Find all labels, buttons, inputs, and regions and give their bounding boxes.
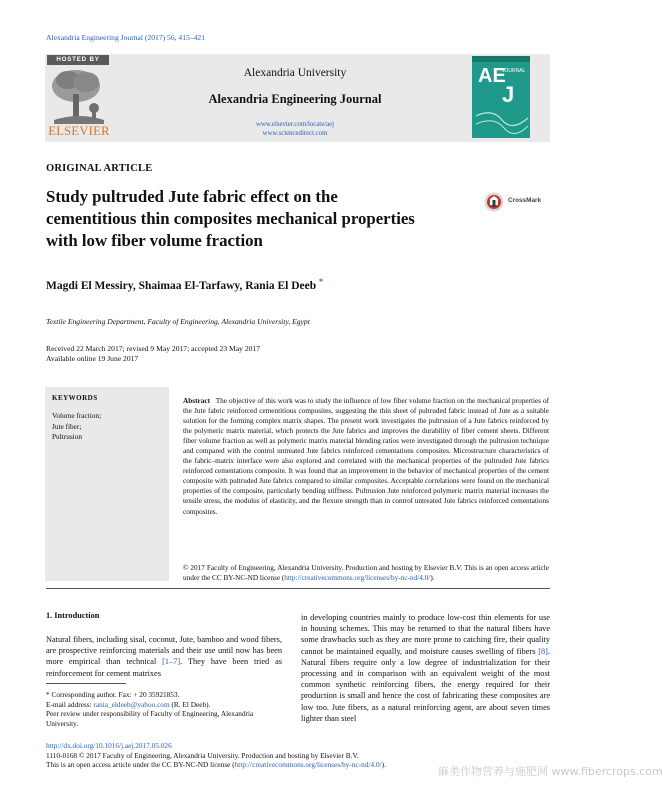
copyright-suffix: ). bbox=[430, 574, 435, 582]
journal-cover-image bbox=[472, 56, 530, 138]
authors-text: Magdi El Messiry, Shaimaa El-Tarfawy, Rania El Deeb bbox=[46, 279, 317, 292]
svg-text:AE: AE bbox=[478, 65, 506, 87]
crossmark-icon[interactable] bbox=[484, 191, 504, 213]
peer-review-note: Peer review under responsibility of Faculty of Engineering, Alexandria University. bbox=[46, 709, 254, 728]
journal-citation: Alexandria Engineering Journal (2017) 56, 415–421 bbox=[46, 33, 206, 42]
article-dates bbox=[46, 344, 260, 364]
keyword: Pultrusion bbox=[52, 432, 83, 441]
title-line: cementitious thin composites mechanical properties bbox=[46, 209, 415, 228]
section-divider bbox=[46, 588, 550, 589]
doi-link[interactable]: http://dx.doi.org/10.1016/j.aej.2017.05.026 bbox=[46, 741, 172, 750]
license-text: This is an open access article under the CC BY-NC-ND license ( bbox=[46, 760, 235, 770]
footnote-divider bbox=[46, 683, 126, 684]
article-type: ORIGINAL ARTICLE bbox=[46, 163, 153, 174]
journal-name: Alexandria Engineering Journal bbox=[208, 92, 382, 106]
email-suffix: (R. El Deeb). bbox=[169, 699, 211, 709]
paragraph-text: in developing countries mainly to produce low-cost thin elements for use in housing schemes. This may be returned to that the natural fibers have some drawbacks such as they are more prone to catching fire, their quality cannot be maintained equally, and moisture causes swelling of fibers bbox=[301, 613, 550, 656]
license-link[interactable]: http://creativecommons.org/licenses/by-nc-nd/4.0/ bbox=[234, 760, 382, 770]
citation-link[interactable]: [1–7] bbox=[162, 657, 181, 667]
site-watermark: 麻类作物营养与施肥网 www.fibercrops.com bbox=[438, 765, 663, 778]
journal-url-sciencedirect[interactable]: www.sciencedirect.com bbox=[262, 130, 328, 137]
intro-right-column bbox=[301, 612, 550, 724]
journal-url-elsevier[interactable]: www.elsevier.com/locate/aej bbox=[255, 121, 335, 128]
corresponding-author-note: * Corresponding author. Fax: + 20 35921853. bbox=[46, 690, 180, 699]
email-link[interactable]: rania_eldeeb@yahoo.com bbox=[93, 699, 170, 709]
abstract-copyright bbox=[183, 563, 549, 583]
elsevier-logo-text: ELSEVIER bbox=[48, 124, 110, 138]
author-list bbox=[46, 277, 323, 292]
footnotes bbox=[46, 690, 286, 728]
university-name: Alexandria University bbox=[243, 67, 347, 79]
corresponding-author-mark[interactable]: * bbox=[319, 277, 324, 286]
section-heading-introduction: 1. Introduction bbox=[46, 611, 100, 620]
abstract-label: Abstract bbox=[183, 397, 210, 405]
citation-link[interactable]: [8] bbox=[538, 646, 548, 656]
email-note bbox=[46, 700, 286, 710]
abstract bbox=[183, 396, 549, 517]
paragraph-text: Natural fibers, including sisal, coconut, Jute, bamboo and wood fibers, are prospective reinforcing materials and their use until now has been more empirical than technical bbox=[46, 635, 282, 667]
intro-left-column bbox=[46, 634, 282, 679]
article-title bbox=[46, 186, 476, 252]
hosted-by-label: HOSTED BY bbox=[47, 55, 109, 65]
license-link[interactable]: http://creativecommons.org/licenses/by-nc-nd/4.0/ bbox=[284, 574, 431, 582]
keywords-heading: KEYWORDS bbox=[52, 394, 98, 402]
license-suffix: ). bbox=[381, 760, 386, 770]
svg-text:JOURNAL: JOURNAL bbox=[502, 68, 526, 74]
crossmark-label[interactable]: CrossMark bbox=[508, 197, 542, 204]
svg-text:J: J bbox=[502, 82, 515, 107]
received-dates: Received 22 March 2017; revised 9 May 2017; accepted 23 May 2017 bbox=[46, 344, 261, 353]
keyword: Jute fiber; bbox=[52, 421, 82, 431]
issn-line: 1110-0168 © 2017 Faculty of Engineering, Alexandria University. Production and hosting by Elsevier B.V. bbox=[46, 750, 359, 760]
online-date: Available online 19 June 2017 bbox=[46, 354, 139, 363]
email-label: E-mail address: bbox=[46, 699, 94, 709]
keyword: Volume fraction; bbox=[52, 411, 102, 420]
title-line: Study pultruded Jute fabric effect on the bbox=[46, 187, 338, 206]
keywords-list bbox=[52, 411, 101, 443]
affiliation: Textile Engineering Department, Faculty of Engineering, Alexandria University, Egypt bbox=[46, 317, 310, 326]
elsevier-tree-icon bbox=[46, 66, 112, 126]
abstract-text: The objective of this work was to study the influence of low fiber volume fraction on the mechanical properties of the Jute fabric reinforced cementitious composites, suggesting the thin sheet of pultruded fabric instead of Jute as a suitable solution for the forming complex matrix shapes. The present work investigates the pultrusion of a Jute fabrics reinforced by the polymeric matrix material, which protects the Jute fabrics and improves the durability of fiber cement sheets. Different fiber volume fraction as well as polymeric matrix material blending ratios were investigated through the pultrusion technique and compared with the control untreated Jute fabrics reinforced cementations composites. Microstructure characteristics of the fabric–matrix interface were also explored and correlated with the mechanical properties of the pultruded Jute fabrics reinforced cementations composite. It was found that an improvement in the behavior of mechanical properties of the cement composite with pultruded Jute fabrics compared to similar composites. Acceptable correlations were found on the mechanical properties of the composite, particularly bending stiffness. Pultrusion Jute reinforced polymeric matrix material increases the tensile stress, the modulus of elasticity, and the flexure strength than in control untreated Jute fabrics reinforced cementations composites. bbox=[183, 397, 549, 516]
paragraph-text: . Natural fibers require only a low degree of industrialization for their processing and in comparison with an equivalent weight of the most common synthetic reinforcing fibers, the energy required for their production is small and hence the cost of fabricating these composites are low too. Jute fibers, as a natural reinforcing agent, are about seven times lighter than steel bbox=[301, 646, 550, 723]
copyright-text: © 2017 Faculty of Engineering, Alexandria University. Production and hosting by Elsevier B.V. This is an open access article under the CC BY-NC-ND license ( bbox=[183, 564, 549, 582]
paragraph-text: . They have been tried as reinforcement for cement matrixes bbox=[46, 657, 282, 678]
title-line: with low fiber volume fraction bbox=[46, 231, 263, 250]
